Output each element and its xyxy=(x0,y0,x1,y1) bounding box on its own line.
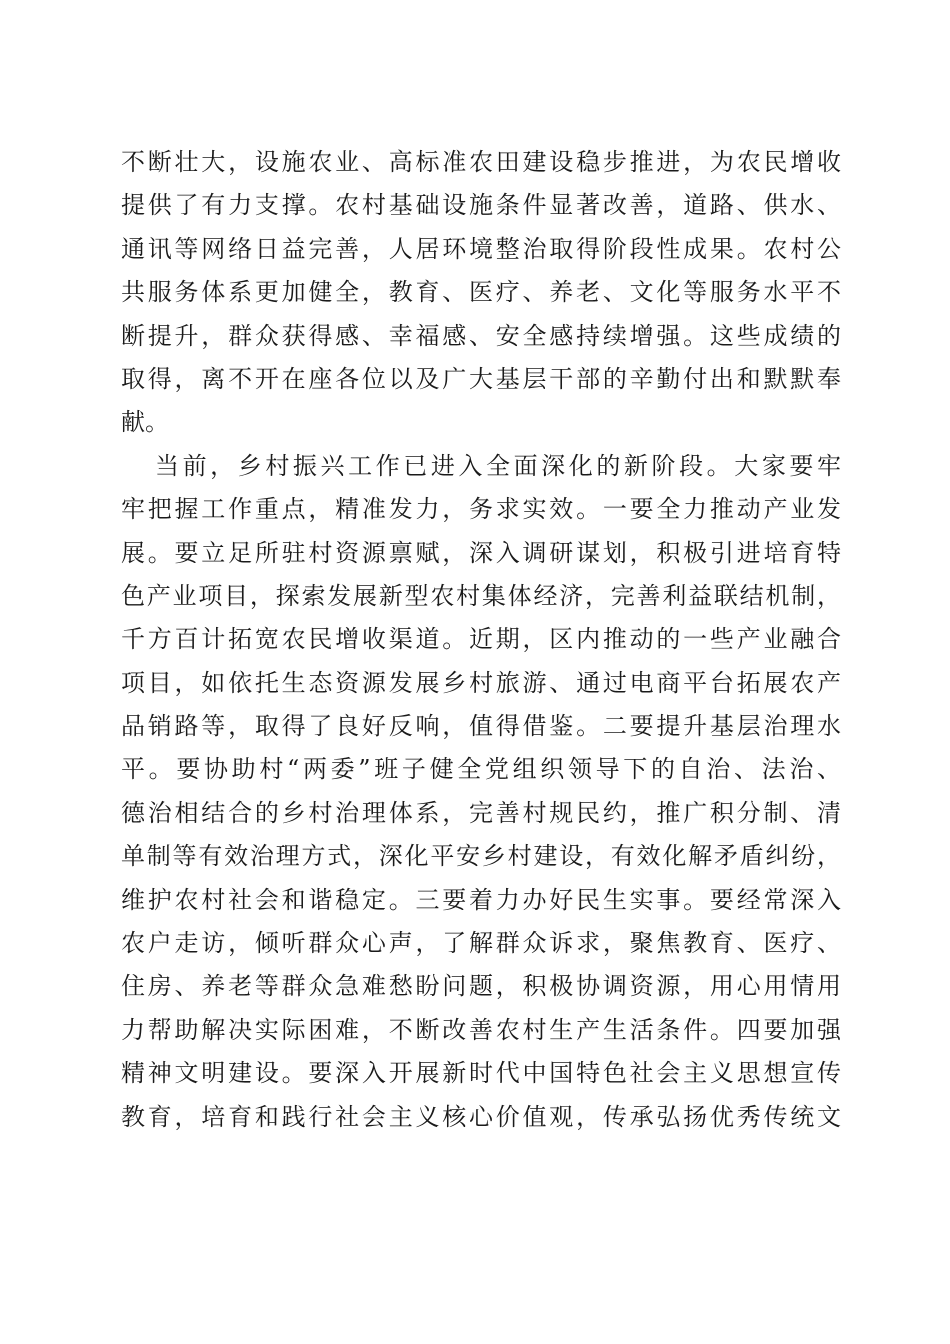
text-line: 不断壮大，设施农业、高标准农田建设稳步推进，为农民增收 xyxy=(121,148,841,176)
text-line: 维护农村社会和谐稳定。三要着力办好民生实事。要经常深入 xyxy=(121,885,841,914)
text-line: 品销路等，取得了良好反响，值得借鉴。二要提升基层治理水 xyxy=(121,712,841,741)
text-line: 献。 xyxy=(121,408,169,437)
text-line: 色产业项目，探索发展新型农村集体经济，完善利益联结机制， xyxy=(121,581,841,610)
text-line: 牢把握工作重点，精准发力，务求实效。一要全力推动产业发 xyxy=(121,495,841,524)
text-line: 千方百计拓宽农民增收渠道。近期，区内推动的一些产业融合 xyxy=(121,625,841,654)
text-line: 提供了有力支撑。农村基础设施条件显著改善，道路、供水、 xyxy=(121,191,841,220)
text-line: 德治相结合的乡村治理体系，完善村规民约，推广积分制、清 xyxy=(121,798,841,827)
body-text xyxy=(121,141,841,1139)
text-line: 住房、养老等群众急难愁盼问题，积极协调资源，用心用情用 xyxy=(121,972,841,1001)
text-line: 单制等有效治理方式，深化平安乡村建设，有效化解矛盾纠纷， xyxy=(121,842,841,871)
text-line: 断提升，群众获得感、幸福感、安全感持续增强。这些成绩的 xyxy=(121,321,841,350)
text-line: 农户走访，倾听群众心声，了解群众诉求，聚焦教育、医疗、 xyxy=(121,929,841,958)
text-line: 平。要协助村“两委”班子健全党组织领导下的自治、法治、 xyxy=(121,755,841,784)
text-line: 项目，如依托生态资源发展乡村旅游、通过电商平台拓展农产 xyxy=(121,668,841,697)
text-line: 通讯等网络日益完善，人居环境整治取得阶段性成果。农村公 xyxy=(121,234,841,263)
paragraph-first-line: 当前，乡村振兴工作已进入全面深化的新阶段。大家要牢 xyxy=(155,451,841,480)
text-line: 精神文明建设。要深入开展新时代中国特色社会主义思想宣传 xyxy=(121,1059,841,1088)
text-line: 取得，离不开在座各位以及广大基层干部的辛勤付出和默默奉 xyxy=(121,364,841,393)
text-line: 力帮助解决实际困难，不断改善农村生产生活条件。四要加强 xyxy=(121,1015,841,1044)
text-line: 共服务体系更加健全，教育、医疗、养老、文化等服务水平不 xyxy=(121,278,841,307)
text-line: 展。要立足所驻村资源禀赋，深入调研谋划，积极引进培育特 xyxy=(121,538,841,567)
text-line: 教育，培育和践行社会主义核心价值观，传承弘扬优秀传统文 xyxy=(121,1102,841,1131)
